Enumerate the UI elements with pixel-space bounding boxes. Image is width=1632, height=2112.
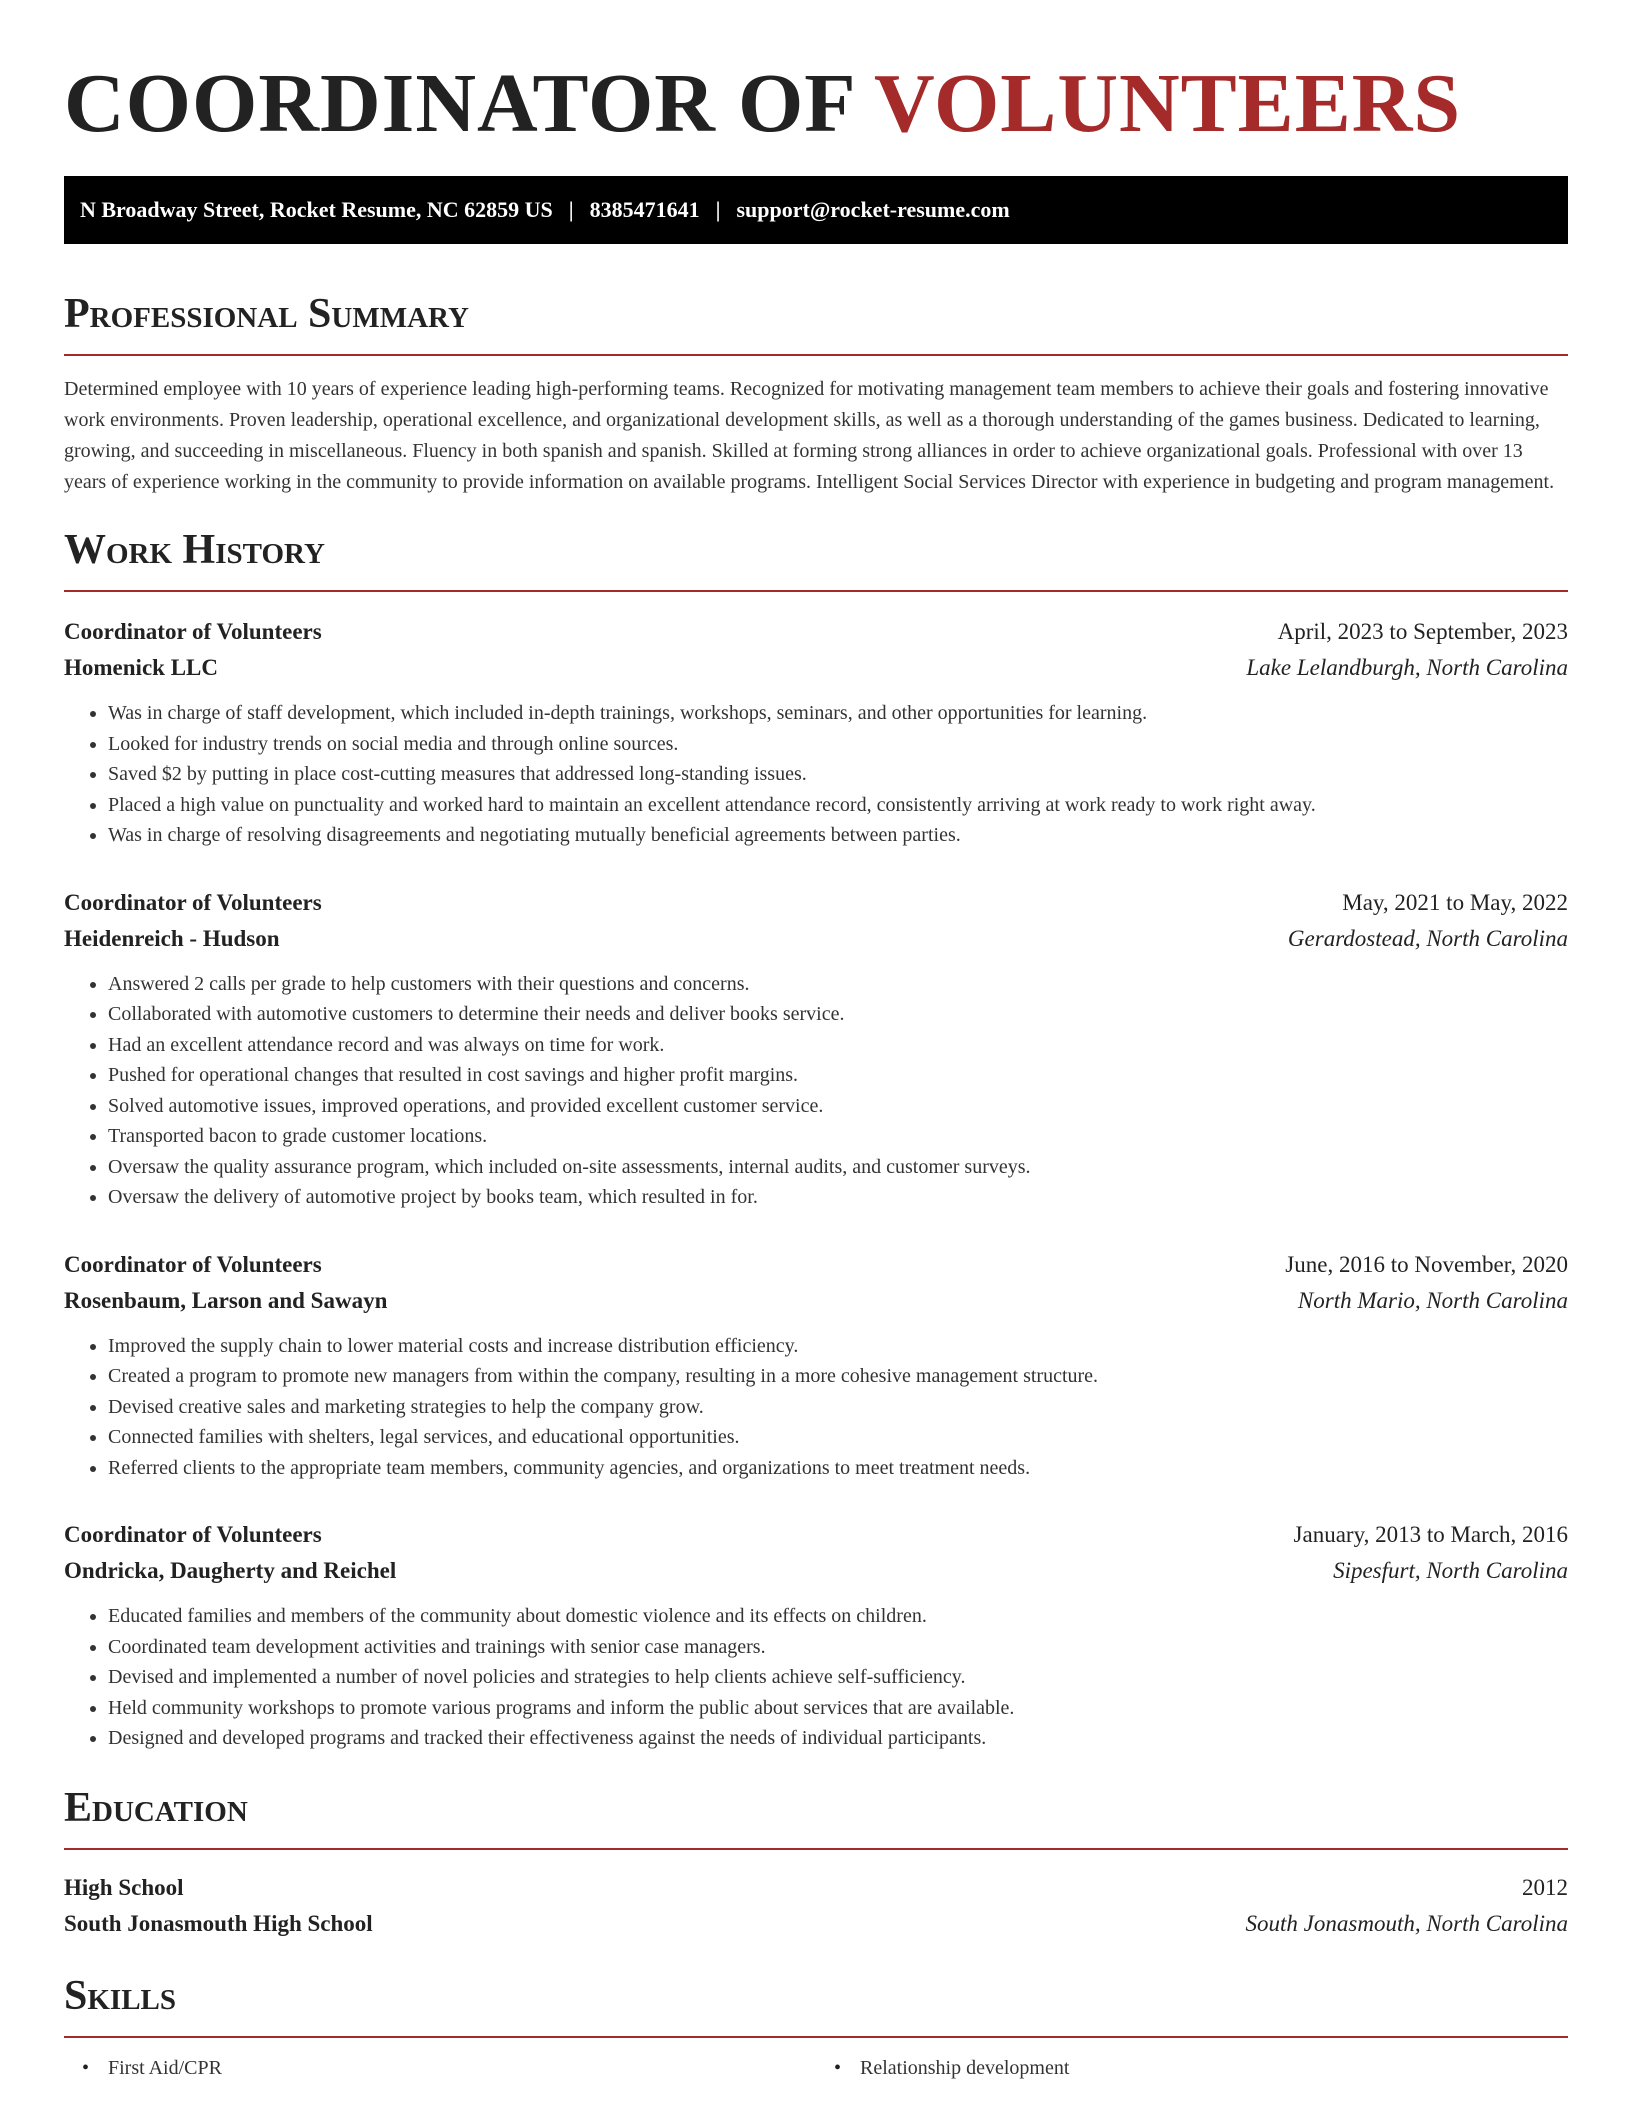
summary-section: [64, 288, 1568, 498]
contact-separator: |: [568, 197, 574, 222]
skill-item: • First Aid/CPR: [64, 2052, 816, 2084]
job-location: Lake Lelandburgh, North Carolina: [1246, 655, 1568, 680]
work-history-section: [64, 524, 1568, 1754]
contact-bar: [64, 176, 1568, 244]
bullet-item: • Referred clients to the appropriate team members, community agencies, and organizations to meet treatment needs.: [108, 1453, 1568, 1484]
name-part-1: COORDINATOR OF: [64, 57, 854, 150]
bullet-item: • Oversaw the delivery of automotive project by books team, which resulted in for.: [108, 1182, 1568, 1213]
bullet-item: • Transported bacon to grade customer locations.: [108, 1121, 1568, 1152]
job-location: Sipesfurt, North Carolina: [1333, 1558, 1568, 1583]
job-title: Coordinator of Volunteers: [64, 619, 322, 644]
job-bullets: [64, 969, 1568, 1213]
bullet-item: • Had an excellent attendance record and was always on time for work.: [108, 1030, 1568, 1061]
skills-list: [64, 2052, 1568, 2084]
job-title: Coordinator of Volunteers: [64, 1251, 322, 1277]
bullet-item: • Collaborated with automotive customers to determine their needs and deliver books service.: [108, 999, 1568, 1030]
bullet-item: • Placed a high value on punctuality and worked hard to maintain an excellent attendance record, consistently arriving at work ready to work right away.: [108, 790, 1568, 821]
job-dates: June, 2016 to November, 2020: [1285, 1251, 1568, 1277]
skills-heading: Skills: [64, 1972, 177, 2019]
work-history-heading: Work History: [64, 527, 325, 573]
skill-item: • Relationship development: [816, 2052, 1568, 2084]
job-entry: [64, 1247, 1568, 1484]
job-location: Gerardostead, North Carolina: [1287, 925, 1568, 951]
section-divider: [64, 1848, 1568, 1850]
name-part-2-accent: VOLUNTEERS: [873, 57, 1462, 150]
job-location: North Mario, North Carolina: [1297, 1287, 1568, 1313]
section-divider: [64, 590, 1568, 592]
education-location: South Jonasmouth, North Carolina: [1245, 1910, 1568, 1936]
education-heading: Education: [64, 1784, 248, 1831]
job-bullets: [64, 1601, 1568, 1754]
job-company: Homenick LLC: [64, 655, 218, 680]
job-company: Ondricka, Daugherty and Reichel: [64, 1558, 397, 1583]
education-section: [64, 1782, 1568, 1942]
section-divider: [64, 354, 1568, 356]
summary-text: Determined employee with 10 years of experience leading high-performing teams. Recognized for motivating management team members to achieve their goals and fostering innovative work environments. Proven leadership, operational excellence, and organizational development skills, as well as a thorough understanding of the games business. Dedicated to learning, growing, and succeeding in miscellaneous. Fluency in both spanish and spanish. Skilled at forming strong alliances in order to achieve organizational goals. Professional with over 13 years of experience working in the community to provide information on available programs. Intelligent Social Services Director with experience in budgeting and program management.: [64, 378, 1555, 493]
bullet-item: • Was in charge of staff development, which included in-depth trainings, workshops, seminars, and other opportunities for learning.: [108, 698, 1568, 729]
job-dates: January, 2013 to March, 2016: [1293, 1522, 1568, 1547]
job-company: Rosenbaum, Larson and Sawayn: [64, 1287, 388, 1313]
education-school: South Jonasmouth High School: [64, 1910, 373, 1936]
bullet-item: • Improved the supply chain to lower material costs and increase distribution efficiency.: [108, 1331, 1568, 1362]
bullet-item: • Devised creative sales and marketing strategies to help the company grow.: [108, 1392, 1568, 1423]
job-title: Coordinator of Volunteers: [64, 1522, 322, 1547]
summary-heading: Professional Summary: [64, 291, 469, 337]
contact-separator: |: [715, 197, 721, 222]
bullet-item: • Held community workshops to promote various programs and inform the public about services that are available.: [108, 1693, 1568, 1724]
resume-name: [64, 56, 1568, 152]
contact-address: N Broadway Street, Rocket Resume, NC 62859 US: [80, 197, 553, 222]
job-bullets: [64, 698, 1568, 851]
contact-email: support@rocket-resume.com: [736, 197, 1010, 222]
bullet-item: • Oversaw the quality assurance program, which included on-site assessments, internal audits, and customer surveys.: [108, 1152, 1568, 1183]
bullet-item: • Created a program to promote new managers from within the company, resulting in a more cohesive management structure.: [108, 1361, 1568, 1392]
contact-phone: 8385471641: [589, 197, 700, 222]
bullet-item: • Answered 2 calls per grade to help customers with their questions and concerns.: [108, 969, 1568, 1000]
education-degree: High School: [64, 1874, 184, 1900]
bullet-item: • Designed and developed programs and tracked their effectiveness against the needs of individual participants.: [108, 1723, 1568, 1754]
bullet-item: • Pushed for operational changes that resulted in cost savings and higher profit margins.: [108, 1060, 1568, 1091]
job-entry: [64, 614, 1568, 851]
job-entry: [64, 885, 1568, 1213]
job-entry: [64, 1517, 1568, 1754]
bullet-item: • Looked for industry trends on social media and through online sources.: [108, 729, 1568, 760]
bullet-item: • Coordinated team development activities and trainings with senior case managers.: [108, 1632, 1568, 1663]
bullet-item: • Devised and implemented a number of novel policies and strategies to help clients achieve self-sufficiency.: [108, 1662, 1568, 1693]
job-dates: April, 2023 to September, 2023: [1277, 619, 1568, 644]
job-title: Coordinator of Volunteers: [64, 889, 322, 915]
job-company: Heidenreich - Hudson: [64, 925, 280, 951]
bullet-item: • Connected families with shelters, legal services, and educational opportunities.: [108, 1422, 1568, 1453]
job-dates: May, 2021 to May, 2022: [1342, 889, 1568, 915]
bullet-item: • Solved automotive issues, improved operations, and provided excellent customer service.: [108, 1091, 1568, 1122]
skills-section: [64, 1970, 1568, 2084]
job-bullets: [64, 1331, 1568, 1484]
bullet-item: • Educated families and members of the community about domestic violence and its effects on children.: [108, 1601, 1568, 1632]
bullet-item: • Saved $2 by putting in place cost-cutting measures that addressed long-standing issues.: [108, 759, 1568, 790]
bullet-item: • Was in charge of resolving disagreements and negotiating mutually beneficial agreements between parties.: [108, 820, 1568, 851]
education-entry: [64, 1870, 1568, 1942]
education-year: 2012: [1522, 1874, 1568, 1900]
section-divider: [64, 2036, 1568, 2038]
